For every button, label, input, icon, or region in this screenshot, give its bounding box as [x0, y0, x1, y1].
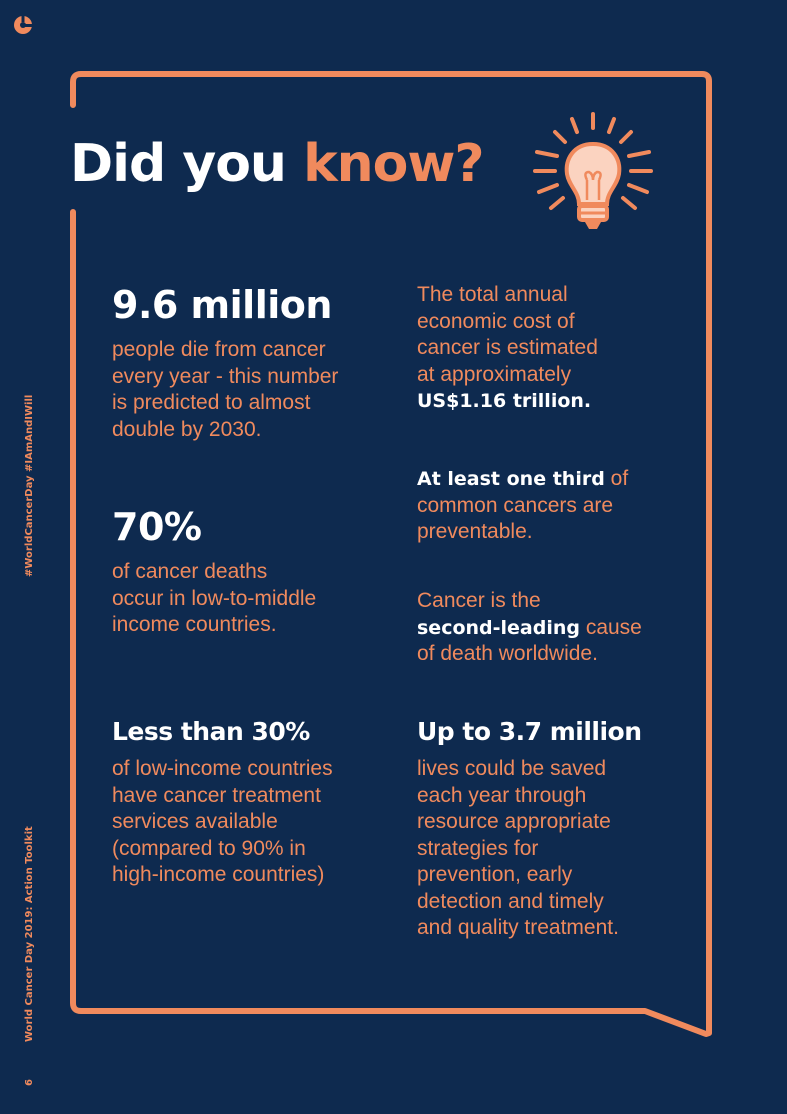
desc-line: preventable.: [417, 520, 533, 543]
desc-line: income countries.: [112, 613, 277, 636]
stat-9-6-million-description: [112, 337, 338, 443]
side-footer-title: World Cancer Day 2019: Action Toolkit: [24, 826, 35, 1042]
fact-preventable: [417, 466, 628, 546]
desc-line: (compared to 90% in: [112, 836, 306, 860]
preventable-rest: of: [604, 467, 629, 490]
stat-9-6-million: 9.6 million: [112, 283, 332, 327]
desc-line: strategies for: [417, 836, 539, 860]
second-leading-highlight: second-leading: [417, 616, 580, 639]
second-leading-rest: cause: [579, 615, 642, 639]
desc-line: resource appropriate: [417, 810, 611, 833]
desc-line: economic cost of: [417, 309, 575, 333]
cost-amount: US$1.16 trillion.: [417, 390, 592, 412]
stat-up-to-3-7-million: Up to 3.7 million: [417, 717, 642, 746]
brand-logo-icon: [12, 14, 34, 36]
title-accent: know?: [303, 134, 484, 194]
desc-line: Cancer is the: [417, 589, 541, 612]
desc-line: people die from cancer: [112, 338, 326, 361]
desc-line: and quality treatment.: [417, 916, 619, 939]
desc-line: common cancers are: [417, 493, 614, 517]
desc-line: of low-income countries: [112, 757, 333, 780]
desc-line: every year - this number: [112, 364, 339, 388]
desc-line: each year through: [417, 783, 587, 807]
desc-line: of death worldwide.: [417, 642, 598, 665]
desc-line: double by 2030.: [112, 417, 262, 441]
lightbulb-icon: [525, 108, 665, 238]
desc-line: detection and timely: [417, 889, 604, 913]
stat-70-percent: 70%: [112, 505, 202, 549]
stat-less-than-30: Less than 30%: [112, 717, 310, 746]
desc-line: have cancer treatment: [112, 783, 321, 807]
preventable-highlight: At least one third: [417, 468, 605, 490]
page-number: 6: [24, 1079, 35, 1086]
side-hashtags: #WorldCancerDay #IAmAndIWill: [24, 394, 35, 577]
stat-70-percent-description: [112, 559, 316, 639]
title-main: Did you: [70, 134, 304, 194]
desc-line: at approximately: [417, 362, 572, 386]
desc-line: of cancer deaths: [112, 560, 268, 583]
desc-line: The total annual: [417, 283, 568, 306]
fact-economic-cost: [417, 282, 598, 415]
desc-line: lives could be saved: [417, 757, 607, 780]
desc-line: cancer is estimated: [417, 336, 598, 359]
desc-line: services available: [112, 810, 278, 833]
page-title: [70, 134, 484, 194]
stat-less-than-30-description: [112, 756, 333, 889]
stat-up-to-3-7-million-description: [417, 756, 619, 942]
fact-second-leading: [417, 588, 642, 668]
desc-line: occur in low-to-middle: [112, 586, 317, 610]
desc-line: high-income countries): [112, 863, 325, 886]
desc-line: is predicted to almost: [112, 391, 311, 414]
desc-line: prevention, early: [417, 863, 573, 886]
